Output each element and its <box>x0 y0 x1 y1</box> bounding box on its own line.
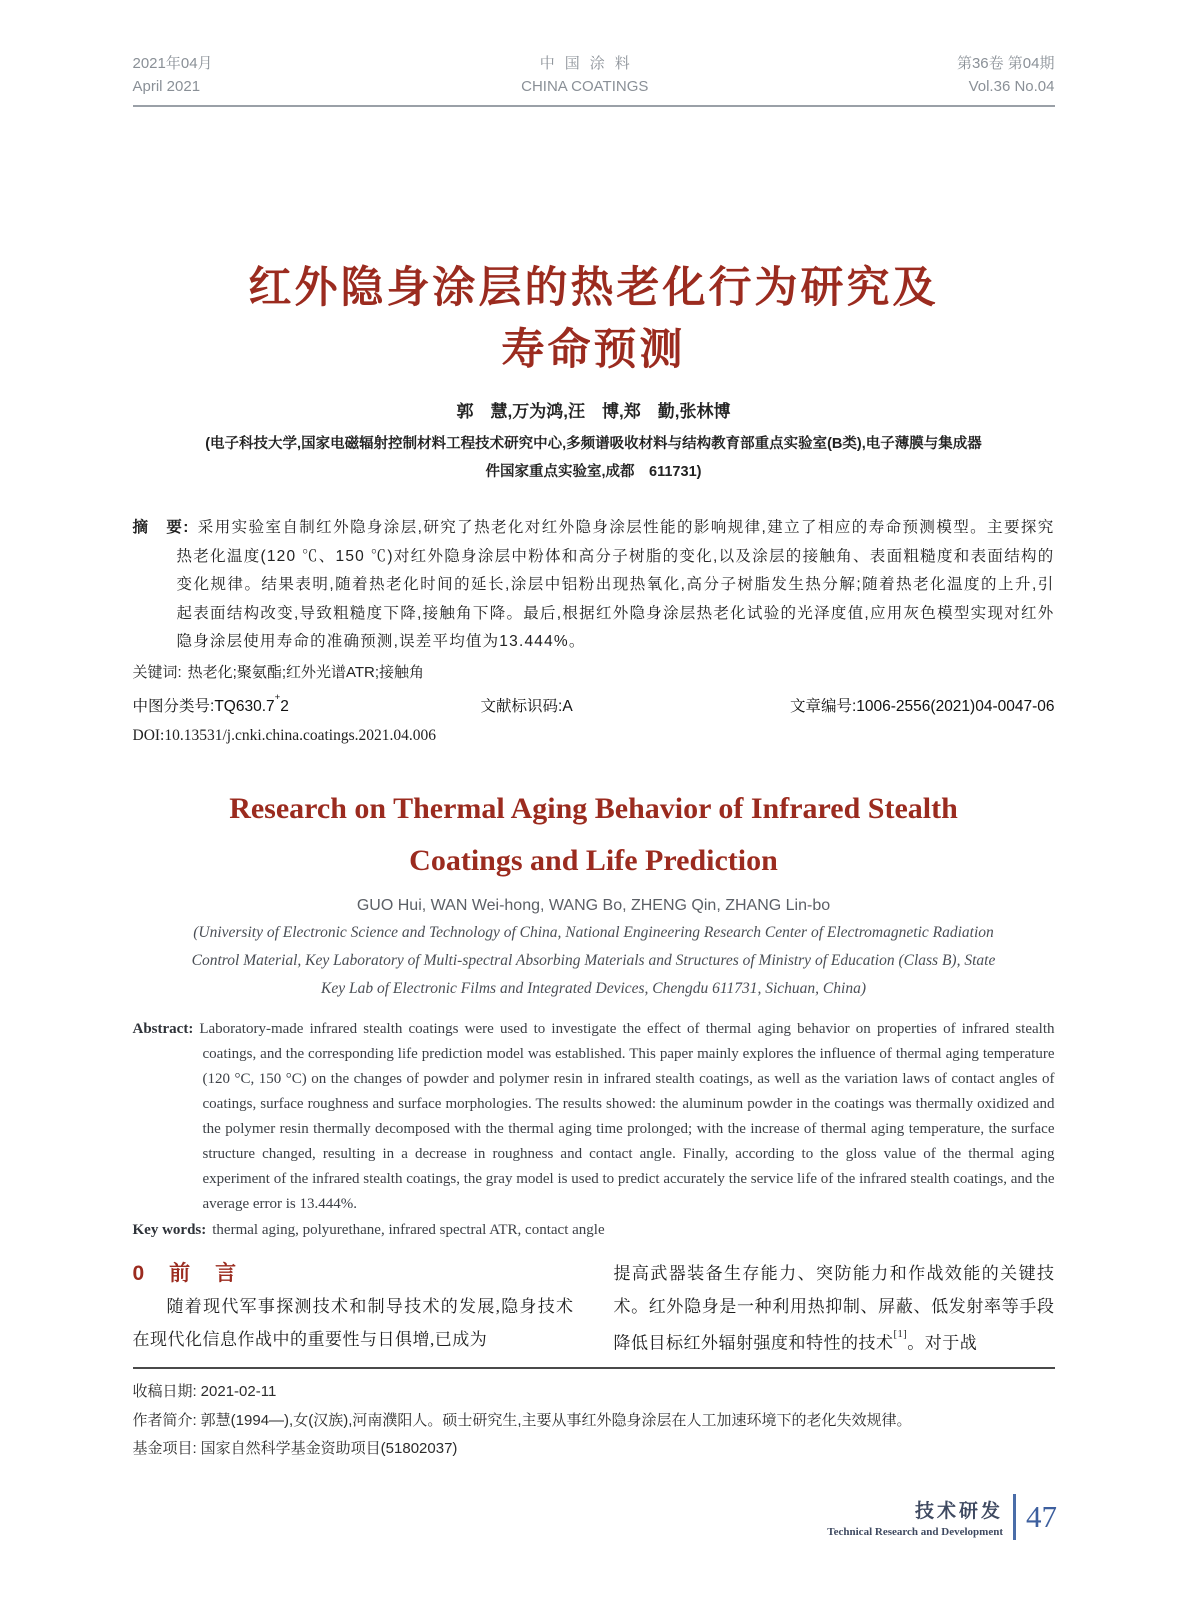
affiliation-cn <box>133 430 1055 486</box>
keywords-en-text: thermal aging, polyurethane, infrared spectral ATR, contact angle <box>212 1221 605 1238</box>
volume-issue-en: Vol.36 No.04 <box>968 78 1055 95</box>
clc-superscript: + <box>274 692 281 704</box>
header-volume-issue <box>957 52 1055 98</box>
section-heading-intro: 0 前 言 <box>132 1261 239 1285</box>
affiliation-en <box>133 919 1055 1003</box>
article-title-cn-line1: 红外隐身涂层的热老化行为研究及 <box>248 264 939 312</box>
doi: DOI:10.13531/j.cnki.china.coatings.2021.04.006 <box>132 726 436 744</box>
article-title-cn-line2: 寿命预测 <box>501 326 686 374</box>
article-id-label: 文章编号: <box>789 697 857 715</box>
intro-paragraph-left: 随着现代军事探测技术和制导技术的发展,隐身技术在现代化信息作战中的重要性与日俱增,已成为 <box>132 1296 574 1349</box>
abstract-en-text: Laboratory-made infrared stealth coatings were used to investigate the effect of thermal aging behavior on properties of infrared stealth coatings, and the corresponding life prediction model was established. This paper mainly explores the influence of thermal aging temperature (120 °C, 150 °C) on the changes of powder and polymer resin in infrared stealth coatings, as well as the variation laws of contact angles of coatings, surface roughness and surface morphologies. The results showed: the aluminum powder in the coatings was thermally oxidized and the polymer resin thermally decomposed with the thermal aging time prolonged; with the increase of thermal aging temperature, the surface structure changed, resulting in a decrease in roughness and contact angle. Finally, according to the gloss value of the thermal aging experiment of the infrared stealth coatings, the gray model is used to predict accurately the service life of the infrared stealth coatings, and the average error is 13.444%. <box>199 1020 1055 1212</box>
authors-en: GUO Hui, WAN Wei-hong, WANG Bo, ZHENG Qin, ZHANG Lin-bo <box>356 896 831 914</box>
article-title-en-line1: Research on Thermal Aging Behavior of Infrared Stealth <box>229 791 958 825</box>
article-title-en <box>133 783 1055 887</box>
keywords-en-label: Key words: <box>132 1221 207 1238</box>
footnote-funding-value: 国家自然科学基金资助项目(51802037) <box>200 1440 458 1458</box>
footnote-author-bio <box>133 1407 1055 1436</box>
body-columns <box>133 1257 1055 1360</box>
journal-header <box>133 52 1055 107</box>
clc-number <box>132 692 289 715</box>
footnote-funding-label: 基金项目: <box>132 1440 197 1458</box>
affiliation-cn-line1: (电子科技大学,国家电磁辐射控制材料工程技术研究中心,多频谱吸收材料与结构教育部重点实验室(B类),电子薄膜与集成器 <box>205 436 982 452</box>
journal-name-en: CHINA COATINGS <box>521 78 649 95</box>
affiliation-en-line3: Key Lab of Electronic Films and Integrated Devices, Chengdu 611731, Sichuan, China) <box>321 979 866 997</box>
document-code <box>481 694 573 716</box>
footnote-received-label: 收稿日期: <box>132 1383 197 1401</box>
clc-label: 中图分类号: <box>132 697 215 715</box>
intro-right-text-tail: 。对于战 <box>907 1333 978 1353</box>
affiliation-en-line2: Control Material, Key Laboratory of Multi-spectral Absorbing Materials and Structures of Ministry of Education (Class B), State <box>191 951 996 969</box>
article-title-cn <box>133 257 1055 381</box>
footnote-bio-label: 作者简介: <box>132 1411 197 1429</box>
affiliation-cn-line2: 件国家重点实验室,成都 611731) <box>485 464 702 480</box>
page-content <box>133 0 1055 1464</box>
page-footer <box>827 1494 1057 1540</box>
footnote-received-value: 2021-02-11 <box>200 1383 277 1401</box>
article-id-value: 1006-2556(2021)04-0047-06 <box>856 697 1055 715</box>
footnote-bio-value: 郭慧(1994—),女(汉族),河南濮阳人。硕士研究生,主要从事红外隐身涂层在人工加速环境下的老化失效规律。 <box>200 1411 912 1429</box>
header-date-en: April 2021 <box>132 78 201 95</box>
classification-row <box>133 694 1055 716</box>
authors-cn: 郭 慧,万为鸿,汪 博,郑 勤,张林博 <box>456 402 731 421</box>
right-column <box>614 1257 1055 1360</box>
header-issue-date <box>133 52 213 98</box>
footnote-received-date <box>133 1378 1055 1407</box>
article-title-en-line2: Coatings and Life Prediction <box>409 843 778 877</box>
footer-column-title <box>827 1496 1013 1538</box>
footer-section-en: Technical Research and Development <box>827 1526 1003 1538</box>
affiliation-en-line1: (University of Electronic Science and Technology of China, National Engineering Research Center of Electromagnetic Radiation <box>193 923 994 941</box>
header-date-cn: 2021年04月 <box>132 55 213 72</box>
abstract-cn-label: 摘 要: <box>132 519 190 536</box>
footer-section-cn: 技术研发 <box>914 1501 1003 1522</box>
intro-right-text: 提高武器装备生存能力、突防能力和作战效能的关键技术。红外隐身是一种利用热抑制、屏蔽、低发射率等手段降低目标红外辐射强度和特性的技术 <box>613 1263 1055 1353</box>
citation-ref-1: [1] <box>893 1328 908 1340</box>
volume-issue-cn: 第36卷 第04期 <box>956 55 1055 72</box>
intro-paragraph-right <box>614 1257 1055 1360</box>
keywords-cn-text: 热老化;聚氨酯;红外光谱ATR;接触角 <box>187 663 425 681</box>
clc-value: TQ630.7 <box>214 697 275 715</box>
keywords-cn <box>133 661 1055 682</box>
page-number: 47 <box>1026 1499 1057 1534</box>
header-journal-name <box>521 52 648 98</box>
document-code-label: 文献标识码: <box>480 697 563 715</box>
left-column <box>133 1257 574 1360</box>
abstract-cn-text: 采用实验室自制红外隐身涂层,研究了热老化对红外隐身涂层性能的影响规律,建立了相应的寿命预测模型。主要探究热老化温度(120 ℃、150 ℃)对红外隐身涂层中粉体和高分子树脂的变化,以及涂层的接触角、表面粗糙度和表面结构的变化规律。结果表明,随着热老化时间的延长,涂层中铝粉出现热氧化,高分子树脂发生热分解;随着热老化温度的上升,引起表面结构改变,导致粗糙度下降,接触角下降。最后,根据红外隐身涂层热老化试验的光泽度值,应用灰色模型实现对红外隐身涂层使用寿命的准确预测,误差平均值为13.444%。 <box>176 519 1055 650</box>
abstract-cn <box>133 514 1055 657</box>
document-code-value: A <box>562 697 573 715</box>
keywords-en <box>133 1218 1055 1243</box>
keywords-cn-label: 关键词: <box>132 663 182 681</box>
article-id <box>790 694 1055 716</box>
footnote-block <box>133 1367 1055 1464</box>
abstract-en-label: Abstract: <box>132 1020 194 1037</box>
clc-tail: 2 <box>280 697 289 715</box>
journal-name-cn: 中国涂料 <box>539 55 640 72</box>
abstract-en <box>133 1017 1055 1217</box>
footnote-funding <box>133 1435 1055 1464</box>
